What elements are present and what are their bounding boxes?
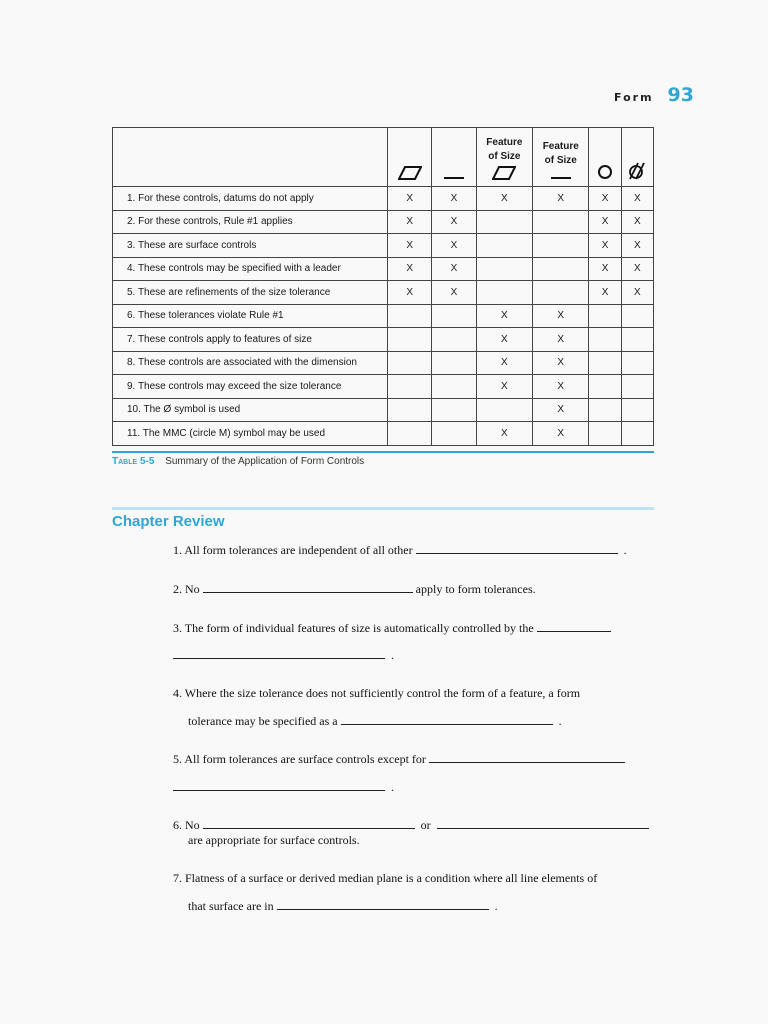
- table-body: [113, 187, 654, 446]
- answer-blank[interactable]: [416, 543, 618, 554]
- running-head: [614, 84, 694, 106]
- row-mark: [388, 375, 432, 399]
- row-mark: X: [476, 422, 532, 446]
- row-mark: X: [432, 187, 476, 211]
- answer-blank[interactable]: [437, 818, 649, 829]
- row-mark: X: [533, 422, 589, 446]
- table-row: [113, 187, 654, 211]
- row-mark: [432, 422, 476, 446]
- header-flatness-fos: [476, 128, 532, 187]
- header-straightness: [432, 128, 476, 187]
- table-caption: [112, 456, 364, 467]
- table-row: [113, 351, 654, 375]
- row-mark: X: [476, 351, 532, 375]
- question-5-line-2: .: [173, 780, 394, 795]
- table-row: [113, 281, 654, 305]
- row-mark: X: [388, 281, 432, 305]
- row-mark: [589, 351, 621, 375]
- row-mark: X: [621, 257, 653, 281]
- question-6: 6. No or: [173, 818, 649, 833]
- row-mark: X: [476, 328, 532, 352]
- row-label: 10. The Ø symbol is used: [113, 398, 388, 422]
- header-fos-label-b: Feature of Size: [542, 141, 579, 166]
- table-header-row: [113, 128, 654, 187]
- row-mark: X: [621, 281, 653, 305]
- row-mark: [432, 351, 476, 375]
- answer-blank[interactable]: [429, 752, 625, 763]
- row-mark: [589, 398, 621, 422]
- answer-blank[interactable]: [277, 899, 489, 910]
- section-rule: [112, 507, 654, 510]
- row-mark: X: [432, 281, 476, 305]
- row-mark: [621, 422, 653, 446]
- row-mark: X: [589, 187, 621, 211]
- answer-blank[interactable]: [173, 780, 385, 791]
- answer-blank[interactable]: [341, 714, 553, 725]
- row-mark: [621, 398, 653, 422]
- row-mark: [432, 398, 476, 422]
- row-mark: X: [533, 375, 589, 399]
- cylindricity-icon: [626, 162, 648, 180]
- row-mark: [388, 351, 432, 375]
- row-mark: X: [432, 234, 476, 258]
- row-label: 11. The MMC (circle M) symbol may be used: [113, 422, 388, 446]
- header-straightness-fos: [533, 128, 589, 187]
- row-label: 8. These controls are associated with the dimension: [113, 351, 388, 375]
- table-row: [113, 304, 654, 328]
- form-controls-table: [112, 127, 654, 446]
- row-mark: X: [589, 281, 621, 305]
- table-row: [113, 422, 654, 446]
- row-mark: X: [388, 187, 432, 211]
- question-2: 2. No apply to form tolerances.: [173, 582, 536, 596]
- caption-text: Summary of the Application of Form Controls: [165, 456, 365, 467]
- question-7: 7. Flatness of a surface or derived median plane is a condition where all line elements of: [173, 871, 598, 885]
- row-label: 4. These controls may be specified with a leader: [113, 257, 388, 281]
- row-mark: [476, 281, 532, 305]
- row-mark: [621, 375, 653, 399]
- row-mark: [388, 422, 432, 446]
- question-3: 3. The form of individual features of size is automatically controlled by the: [173, 621, 611, 636]
- running-title: Form: [614, 91, 654, 104]
- row-mark: X: [432, 210, 476, 234]
- table-row: [113, 210, 654, 234]
- row-mark: [476, 210, 532, 234]
- answer-blank[interactable]: [173, 648, 385, 659]
- row-mark: X: [432, 257, 476, 281]
- row-label: 9. These controls may exceed the size tolerance: [113, 375, 388, 399]
- question-7-line-2: that surface are in .: [188, 899, 498, 913]
- row-mark: [432, 304, 476, 328]
- row-mark: [621, 351, 653, 375]
- answer-blank[interactable]: [203, 818, 415, 829]
- flatness-icon: [398, 166, 422, 180]
- table-row: [113, 234, 654, 258]
- row-mark: X: [621, 234, 653, 258]
- row-mark: X: [589, 257, 621, 281]
- row-mark: [621, 304, 653, 328]
- row-mark: [476, 398, 532, 422]
- row-mark: [589, 328, 621, 352]
- question-4: 4. Where the size tolerance does not sufficiently control the form of a feature, a form: [173, 686, 581, 700]
- row-mark: [432, 375, 476, 399]
- row-mark: X: [476, 375, 532, 399]
- row-mark: X: [533, 328, 589, 352]
- row-mark: [533, 210, 589, 234]
- row-mark: X: [621, 210, 653, 234]
- row-label: 2. For these controls, Rule #1 applies: [113, 210, 388, 234]
- row-mark: [621, 328, 653, 352]
- straightness-icon: [443, 166, 465, 180]
- row-mark: X: [476, 187, 532, 211]
- table-row: [113, 328, 654, 352]
- row-mark: [533, 257, 589, 281]
- header-cylindricity: [621, 128, 653, 187]
- row-mark: X: [533, 398, 589, 422]
- table-row: [113, 375, 654, 399]
- table-row: [113, 398, 654, 422]
- row-mark: X: [388, 257, 432, 281]
- row-label: 5. These are refinements of the size tolerance: [113, 281, 388, 305]
- row-mark: X: [388, 210, 432, 234]
- row-mark: X: [476, 304, 532, 328]
- row-mark: X: [589, 210, 621, 234]
- header-flatness: [388, 128, 432, 187]
- row-mark: [432, 328, 476, 352]
- row-mark: X: [533, 304, 589, 328]
- question-1: 1. All form tolerances are independent of all other .: [173, 543, 627, 557]
- row-label: 7. These controls apply to features of size: [113, 328, 388, 352]
- question-4-line-2: tolerance may be specified as a .: [188, 714, 562, 728]
- circularity-icon: [597, 164, 613, 180]
- caption-label: Table 5-5: [112, 456, 155, 467]
- row-mark: X: [533, 187, 589, 211]
- question-6-line-2: are appropriate for surface controls.: [188, 833, 360, 847]
- row-mark: [589, 304, 621, 328]
- row-label: 1. For these controls, datums do not apply: [113, 187, 388, 211]
- row-label: 3. These are surface controls: [113, 234, 388, 258]
- row-mark: X: [621, 187, 653, 211]
- table-rule: [112, 451, 654, 453]
- row-mark: X: [589, 234, 621, 258]
- row-mark: [533, 234, 589, 258]
- table-row: [113, 257, 654, 281]
- header-fos-label-a: Feature of Size: [486, 137, 523, 162]
- row-mark: [533, 281, 589, 305]
- table-header-blank: [113, 128, 388, 187]
- flatness-icon: [492, 166, 516, 180]
- row-mark: [388, 304, 432, 328]
- row-mark: [589, 375, 621, 399]
- straightness-icon: [550, 170, 572, 180]
- row-mark: [388, 398, 432, 422]
- header-circularity: [589, 128, 621, 187]
- row-mark: [476, 234, 532, 258]
- page-number: 93: [667, 84, 694, 106]
- answer-blank[interactable]: [203, 582, 413, 593]
- answer-blank[interactable]: [537, 621, 611, 632]
- row-mark: X: [388, 234, 432, 258]
- row-mark: [388, 328, 432, 352]
- question-5: 5. All form tolerances are surface controls except for: [173, 752, 625, 767]
- row-mark: [476, 257, 532, 281]
- row-mark: X: [533, 351, 589, 375]
- row-label: 6. These tolerances violate Rule #1: [113, 304, 388, 328]
- question-3-line-2: .: [173, 648, 394, 663]
- section-title: Chapter Review: [112, 513, 225, 530]
- row-mark: [589, 422, 621, 446]
